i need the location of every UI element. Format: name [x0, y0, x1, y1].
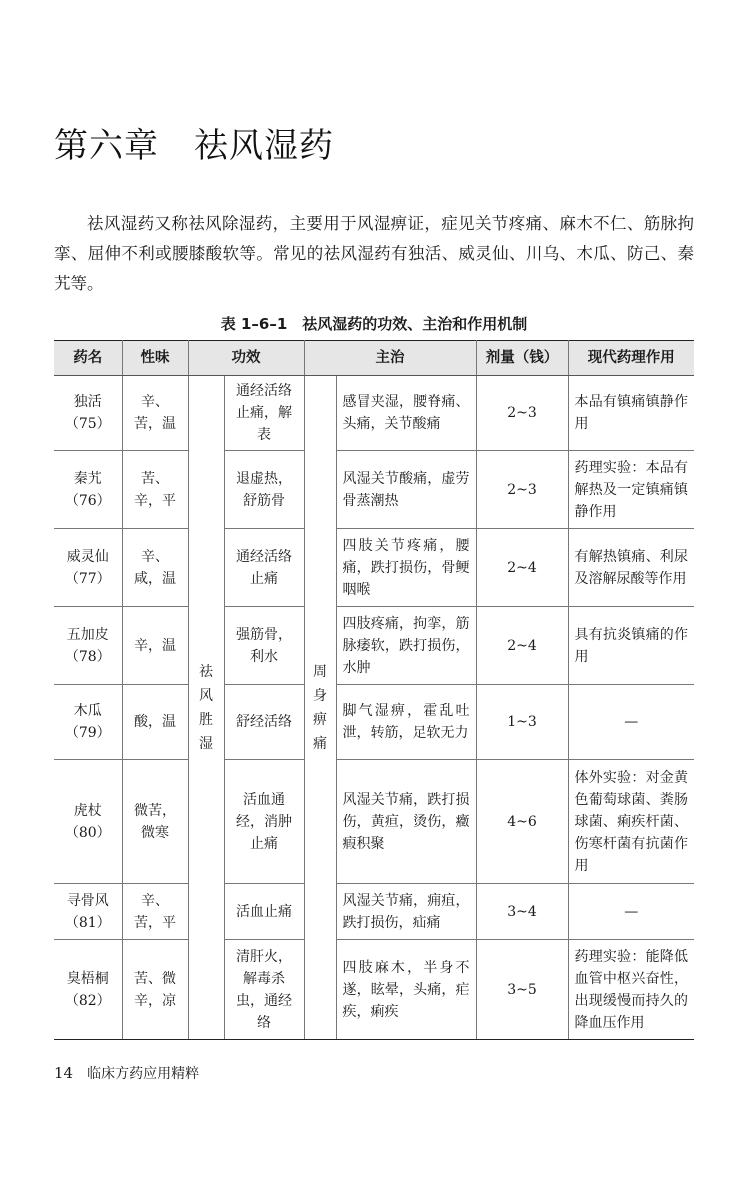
page-footer — [54, 1063, 199, 1083]
pharmacology-cell: 体外实验：对金黄色葡萄球菌、粪肠球菌、痢疾杆菌、伤寒杆菌有抗菌作用 — [568, 760, 694, 884]
herb-name-cell — [54, 607, 122, 685]
page-number: 14 — [54, 1064, 74, 1082]
header-pharmacology: 现代药理作用 — [568, 341, 694, 376]
indication-cell: 四肢关节疼痛，腰痛，跌打损伤，骨鲠咽喉 — [336, 529, 476, 607]
herb-name-cell — [54, 376, 122, 451]
herb-name: 寻骨风 — [66, 892, 109, 909]
herb-number: （81） — [64, 914, 111, 931]
group-efficacy: 祛风胜湿 — [198, 663, 213, 752]
header-efficacy: 功效 — [188, 341, 304, 376]
nature-cell: 辛，温 — [122, 607, 188, 685]
indication-cell: 风湿关节痛，痈疽，跌打损伤，疝痛 — [336, 884, 476, 940]
nature-cell: 辛、咸，温 — [122, 529, 188, 607]
dose-cell: 1~3 — [476, 685, 568, 760]
efficacy-cell: 清肝火，解毒杀虫，通经络 — [224, 940, 304, 1040]
herb-name: 五加皮 — [66, 626, 109, 643]
herb-number: （76） — [64, 492, 111, 509]
pharmacology-cell: — — [568, 884, 694, 940]
efficacy-cell: 通经活络止痛，解表 — [224, 376, 304, 451]
table-caption: 表 1–6–1 祛风湿药的功效、主治和作用机制 — [220, 315, 528, 333]
header-indication: 主治 — [304, 341, 476, 376]
herb-name-cell — [54, 884, 122, 940]
nature-cell: 酸，温 — [122, 685, 188, 760]
herb-name-cell — [54, 760, 122, 884]
herb-name-cell — [54, 451, 122, 529]
herb-name-cell — [54, 940, 122, 1040]
nature-cell: 苦、微辛，凉 — [122, 940, 188, 1040]
table-row — [54, 884, 694, 940]
header-nature: 性味 — [122, 341, 188, 376]
table-row — [54, 376, 694, 451]
nature-cell: 微苦，微寒 — [122, 760, 188, 884]
pharmacology-cell: 具有抗炎镇痛的作用 — [568, 607, 694, 685]
table-row — [54, 451, 694, 529]
group-efficacy-cell — [188, 376, 224, 1040]
herb-name: 威灵仙 — [66, 548, 109, 565]
nature-cell: 苦、辛，平 — [122, 451, 188, 529]
nature-cell: 辛、苦，温 — [122, 376, 188, 451]
table-header-row — [54, 341, 694, 376]
herb-name-cell — [54, 529, 122, 607]
indication-cell: 四肢麻木，半身不遂，眩晕，头痛，疟疾，痢疾 — [336, 940, 476, 1040]
pharmacology-cell: 有解热镇痛、利尿及溶解尿酸等作用 — [568, 529, 694, 607]
dose-cell: 2~4 — [476, 607, 568, 685]
herb-name: 臭梧桐 — [66, 970, 109, 987]
table-row — [54, 607, 694, 685]
herb-number: （77） — [64, 570, 111, 587]
herb-number: （82） — [64, 992, 111, 1009]
pharmacology-cell: 药理实验：能降低血管中枢兴奋性，出现缓慢而持久的降血压作用 — [568, 940, 694, 1040]
herb-number: （78） — [64, 648, 111, 665]
herb-number: （79） — [64, 725, 111, 741]
indication-cell: 四肢疼痛，拘挛，筋脉痿软，跌打损伤，水肿 — [336, 607, 476, 685]
indication-cell: 脚气湿痹，霍乱吐泄，转筋，足软无力 — [336, 685, 476, 760]
herb-table — [54, 340, 694, 1040]
herb-name-cell — [54, 685, 122, 760]
table-row — [54, 940, 694, 1040]
indication-cell: 风湿关节痛，跌打损伤，黄疸，烫伤，癥瘕积聚 — [336, 760, 476, 884]
pharmacology-cell: 本品有镇痛镇静作用 — [568, 376, 694, 451]
group-indication: 周身痹痛 — [312, 663, 327, 752]
book-title: 临床方药应用精粹 — [87, 1066, 200, 1082]
dose-cell: 4~6 — [476, 760, 568, 884]
indication-cell: 感冒夹湿，腰脊痛、头痛，关节酸痛 — [336, 376, 476, 451]
herb-number: （75） — [64, 416, 111, 432]
efficacy-cell: 退虚热，舒筋骨 — [224, 451, 304, 529]
pharmacology-cell: — — [568, 685, 694, 760]
indication-cell: 风湿关节酸痛，虚劳骨蒸潮热 — [336, 451, 476, 529]
group-indication-cell — [304, 376, 336, 1040]
efficacy-cell: 活血止痛 — [224, 884, 304, 940]
dose-cell: 3~4 — [476, 884, 568, 940]
header-name: 药名 — [54, 341, 122, 376]
dose-cell: 2~3 — [476, 376, 568, 451]
dose-cell: 3~5 — [476, 940, 568, 1040]
dose-cell: 2~3 — [476, 451, 568, 529]
table-row — [54, 529, 694, 607]
intro-paragraph: 祛风湿药又称祛风除湿药，主要用于风湿痹证，症见关节疼痛、麻木不仁、筋脉拘挛、屈伸不利或腰膝酸软等。常见的祛风湿药有独活、威灵仙、川乌、木瓜、防己、秦艽等。 — [54, 214, 694, 293]
table-row — [54, 685, 694, 760]
header-dose: 剂量（钱） — [476, 341, 568, 376]
efficacy-cell: 活血通经，消肿止痛 — [224, 760, 304, 884]
herb-name: 木瓜 — [73, 703, 102, 719]
chapter-title: 第六章 祛风湿药 — [54, 126, 334, 166]
dose-cell: 2~4 — [476, 529, 568, 607]
table-row — [54, 760, 694, 884]
herb-name: 独活 — [73, 394, 102, 410]
herb-name: 虎杖 — [73, 802, 102, 819]
efficacy-cell: 强筋骨，利水 — [224, 607, 304, 685]
efficacy-cell: 舒经活络 — [224, 685, 304, 760]
efficacy-cell: 通经活络止痛 — [224, 529, 304, 607]
herb-number: （80） — [64, 824, 111, 841]
nature-cell: 辛、苦，平 — [122, 884, 188, 940]
pharmacology-cell: 药理实验：本品有解热及一定镇痛镇静作用 — [568, 451, 694, 529]
herb-name: 秦艽 — [73, 470, 102, 487]
